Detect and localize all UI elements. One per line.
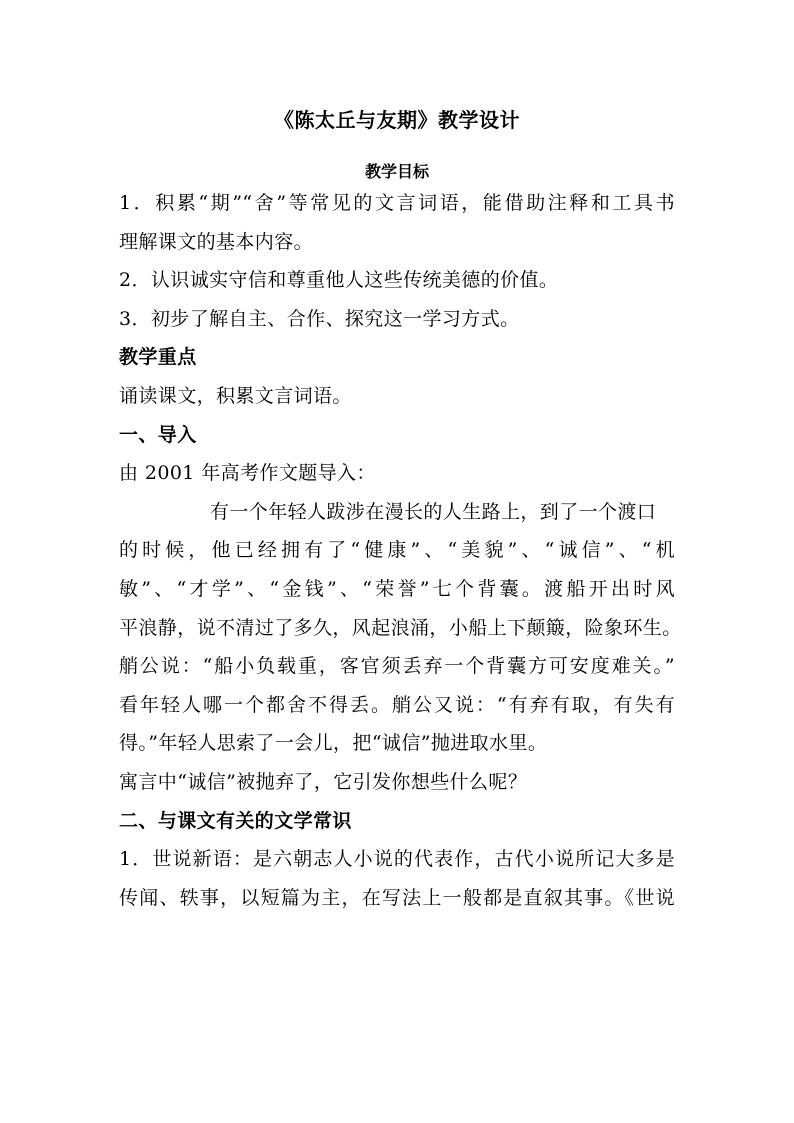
- fable-paragraph-line-2: 的时候，他已经拥有了“健康”、“美貌”、“诚信”、“机: [119, 539, 675, 562]
- section-heading-teaching-goals: 教学目标: [364, 162, 429, 181]
- fable-paragraph-line-5: 艄公说：“船小负载重，客官须丢弃一个背囊方可安度难关。”: [119, 655, 675, 678]
- section-heading-introduction: 一、导入: [119, 423, 197, 446]
- key-point-text: 诵读课文，积累文言词语。: [119, 384, 352, 407]
- goal-item-1-line-2: 理解课文的基本内容。: [119, 230, 314, 253]
- literary-knowledge-line-1: 1．世说新语：是六朝志人小说的代表作，古代小说所记大多是: [119, 848, 675, 871]
- literary-knowledge-line-2: 传闻、轶事，以短篇为主，在写法上一般都是直叙其事。《世说: [119, 886, 675, 909]
- document-body: [119, 184, 682, 917]
- fable-paragraph-line-3: 敏”、“才学”、“金钱”、“荣誉”七个背囊。渡船开出时风: [119, 577, 675, 600]
- fable-question: 寓言中“诚信”被抛弃了，它引发你想些什么呢？: [119, 770, 528, 793]
- fable-paragraph-line-6: 看年轻人哪一个都舍不得丢。艄公又说：“有弃有取，有失有: [119, 693, 675, 716]
- fable-paragraph-line-7: 得。”年轻人思索了一会儿，把“诚信”抛进取水里。: [119, 732, 548, 755]
- goal-item-2: 2．认识诚实守信和尊重他人这些传统美德的价值。: [119, 269, 559, 292]
- section-heading-key-points: 教学重点: [119, 346, 197, 369]
- goal-item-3: 3．初步了解自主、合作、探究这一学习方式。: [119, 307, 520, 330]
- introduction-lead: 由 2001 年高考作文题导入：: [119, 462, 376, 485]
- fable-paragraph-line-4: 平浪静，说不清过了多久，风起浪涌，小船上下颠簸，险象环生。: [119, 616, 682, 639]
- document-title: 《陈太丘与友期》教学设计: [274, 108, 520, 132]
- fable-paragraph-line-1: 有一个年轻人跋涉在漫长的人生路上，到了一个渡口: [210, 500, 657, 523]
- goal-item-1-line-1: 1．积累“期”“舍”等常见的文言词语，能借助注释和工具书: [119, 192, 675, 214]
- section-heading-literary-knowledge: 二、与课文有关的文学常识: [119, 809, 352, 832]
